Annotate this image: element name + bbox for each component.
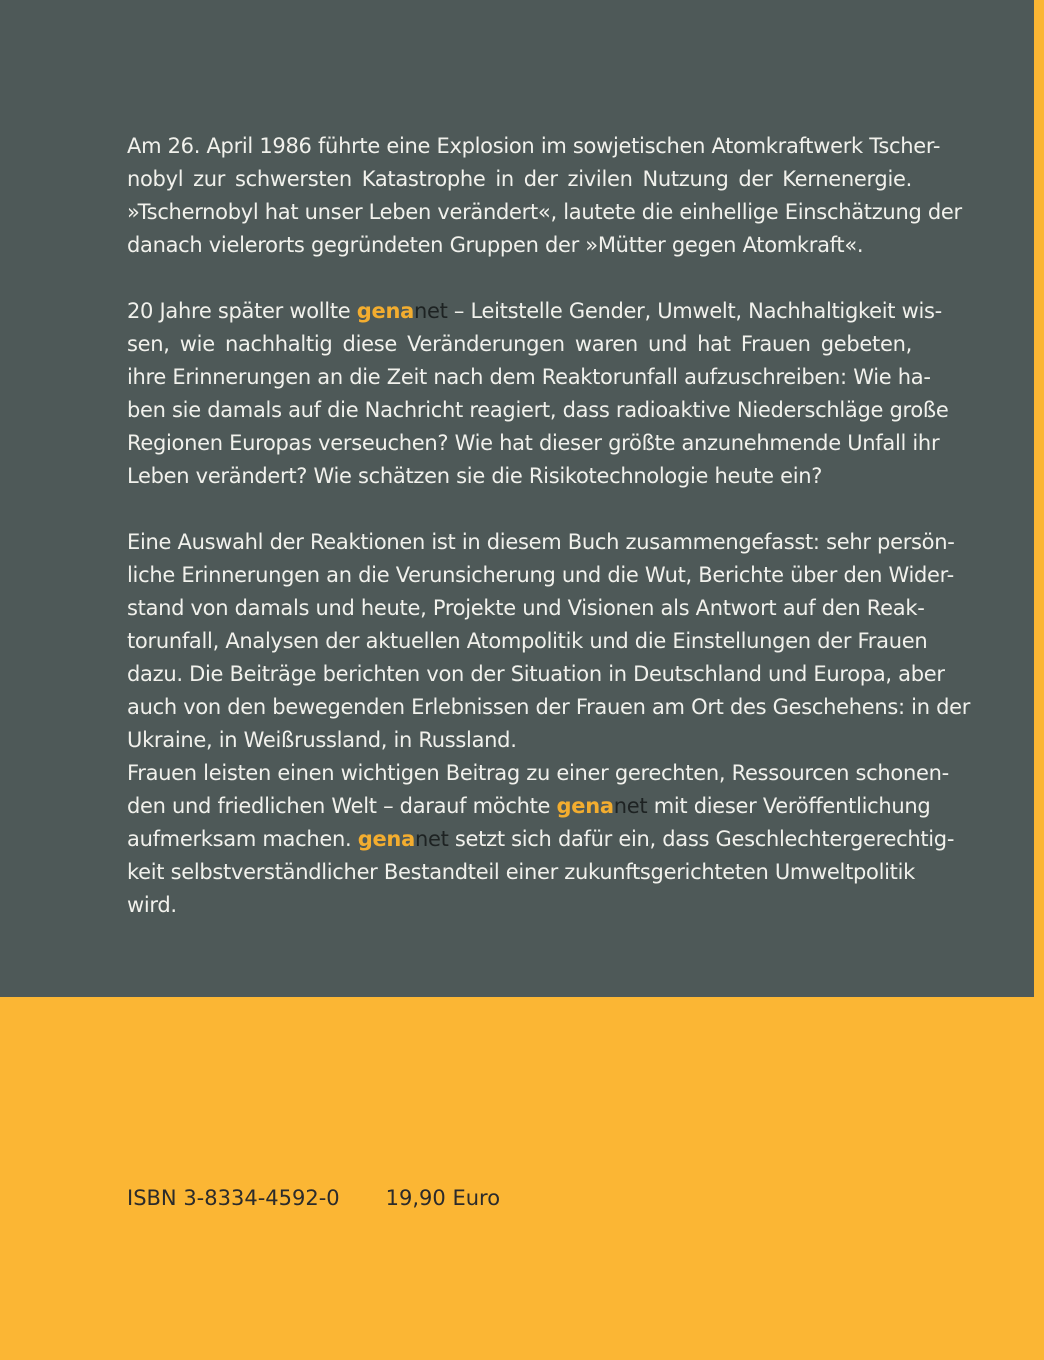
text-line: Leben verändert? Wie schätzen sie die Risikotechnologie heute ein? — [127, 464, 823, 488]
text-fragment: 20 Jahre später wollte — [127, 299, 357, 323]
text-line: keit selbstverständlicher Bestandteil einer zukunftsgerichteten Umweltpolitik — [127, 860, 915, 884]
text-fragment: den und friedlichen Welt – darauf möchte — [127, 794, 557, 818]
text-fragment: mit dieser Veröffentlichung — [647, 794, 931, 818]
paragraph-2 — [127, 295, 949, 493]
text-line: ben sie damals auf die Nachricht reagiert, dass radioaktive Niederschläge große — [127, 398, 949, 422]
text-line: auch von den bewegenden Erlebnissen der Frauen am Ort des Geschehens: in der — [127, 695, 971, 719]
text-fragment: setzt sich dafür ein, dass Geschlechtergerechtig- — [448, 827, 955, 851]
text-line — [127, 823, 955, 856]
text-line: ihre Erinnerungen an die Zeit nach dem Reaktorunfall aufzuschreiben: Wie ha- — [127, 365, 931, 389]
brand-gena: gena — [556, 794, 614, 818]
price: 19,90 Euro — [385, 1186, 501, 1210]
text-line: stand von damals und heute, Projekte und Visionen als Antwort auf den Reak- — [127, 596, 925, 620]
paragraph-4 — [127, 757, 955, 922]
isbn: ISBN 3-8334-4592-0 — [127, 1186, 340, 1210]
text-line: Frauen leisten einen wichtigen Beitrag zu einer gerechten, Ressourcen schonen- — [127, 761, 949, 785]
text-fragment: aufmerksam machen. — [127, 827, 358, 851]
text-line — [127, 295, 942, 328]
brand-net: net — [613, 794, 648, 818]
text-line: Regionen Europas verseuchen? Wie hat dieser größte anzunehmende Unfall ihr — [127, 431, 940, 455]
blurb-text — [127, 130, 971, 922]
text-line: danach vielerorts gegründeten Gruppen der »Mütter gegen Atomkraft«. — [127, 233, 864, 257]
accent-strip — [1034, 0, 1044, 997]
text-line: Eine Auswahl der Reaktionen ist in diesem Buch zusammengefasst: sehr persön- — [127, 530, 955, 554]
text-line: »Tschernobyl hat unser Leben verändert«, lautete die einhellige Einschätzung der — [127, 200, 962, 224]
text-line: Am 26. April 1986 führte eine Explosion im sowjetischen Atomkraftwerk Tscher- — [127, 134, 941, 158]
paragraph-3 — [127, 526, 971, 757]
text-line — [127, 790, 931, 823]
text-line: wird. — [127, 893, 177, 917]
text-fragment: – Leitstelle Gender, Umwelt, Nachhaltigkeit wis- — [447, 299, 942, 323]
brand-net: net — [414, 827, 449, 851]
text-line: torunfall, Analysen der aktuellen Atompolitik und die Einstellungen der Frauen — [127, 629, 928, 653]
brand-gena: gena — [356, 299, 414, 323]
paragraph-1 — [127, 130, 962, 262]
text-line: dazu. Die Beiträge berichten von der Situation in Deutschland und Europa, aber — [127, 662, 945, 686]
text-line: sen, wie nachhaltig diese Veränderungen waren und hat Frauen gebeten, — [127, 332, 912, 356]
text-line: liche Erinnerungen an die Verunsicherung und die Wut, Berichte über den Wider- — [127, 563, 954, 587]
brand-gena: gena — [357, 827, 415, 851]
footer — [127, 1186, 500, 1210]
brand-net: net — [413, 299, 448, 323]
text-line: Ukraine, in Weißrussland, in Russland. — [127, 728, 517, 752]
text-line: nobyl zur schwersten Katastrophe in der zivilen Nutzung der Kernenergie. — [127, 167, 912, 191]
